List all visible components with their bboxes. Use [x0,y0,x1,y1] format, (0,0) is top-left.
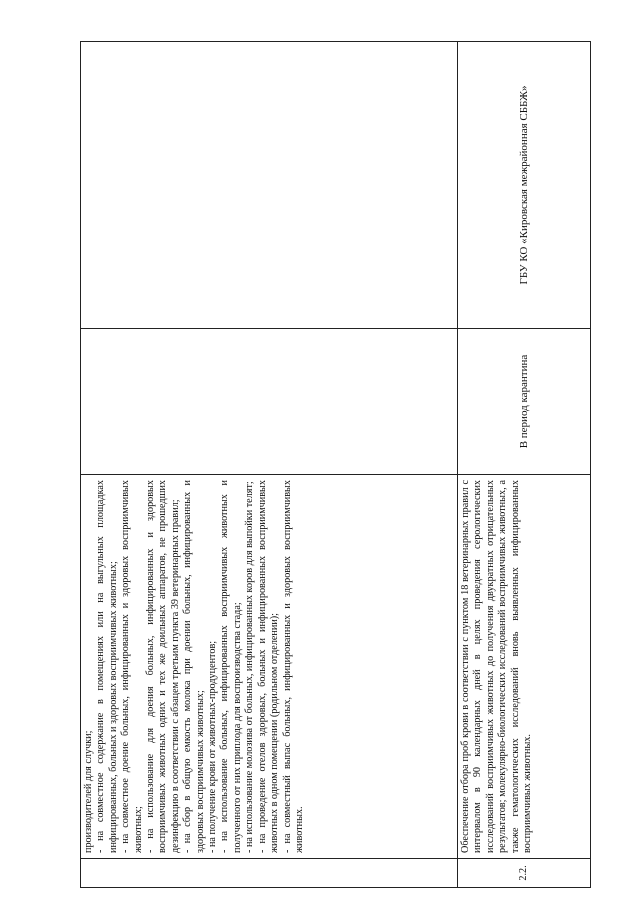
measures-table [80,41,591,888]
measures-cell [458,475,591,859]
measure-item: - на проведение отелов здоровых, больных и инфицированных восприимчивых животных в одном помещении (родильном отделении); [256,480,281,853]
row-number [81,859,458,888]
measures-cell [81,475,458,859]
table-row [81,42,458,888]
measure-item: Обеспечение отбора проб крови в соответствии с пунктом 18 ветеринарных правил с интервалом в 90 календарных дней в целях проведения серологических исследований восприимчивых животных до получения двукратных отрицательных результатов; молекулярно-биологических исследований восприимчивых животных, а также гематологических исследований вновь выявленных инфицированных восприимчивых животных. [460,480,534,853]
table-row [458,42,591,888]
measure-item: - на использование больных, инфицированных восприимчивых животных и полученного от них приплода для воспроизводства стада; [219,480,243,853]
measure-item: - на совместный выпас больных, инфицированных и здоровых восприимчивых животных. [281,480,305,853]
measure-item: - на использование молозива от больных, инфицированных коров для выпойки телят; [244,481,256,853]
term-cell [81,329,458,475]
term-cell: В период карантина [458,329,591,475]
rotated-page [80,42,590,888]
responsible-cell [81,42,458,329]
row-number: 2.2. [458,859,591,888]
measure-item: - на получение крови от животных-продуцентов; [207,640,219,853]
measure-item: - на совместное содержание в помещениях или на выгульных площадках инфицированных, больных и здоровых восприимчивых животных; [95,480,119,853]
measure-item: - на совместное доение больных, инфицированных и здоровых восприимчивых животных; [120,480,144,853]
measure-item: - на использование для доения больных, инфицированных и здоровых восприимчивых животных одних и тех же доильных аппаратов, не прошедших дезинфекцию в соответствии с абзацем третьим пункта 39 ветеринарных правил; [145,480,181,853]
measure-item: - на сбор в общую емкость молока при доении больных, инфицированных и здоровых восприимчивых животных; [182,480,206,853]
measure-item: производителей для случки; [83,730,94,853]
responsible-cell: ГБУ КО «Кировская межрайонная СББЖ» [458,42,591,329]
